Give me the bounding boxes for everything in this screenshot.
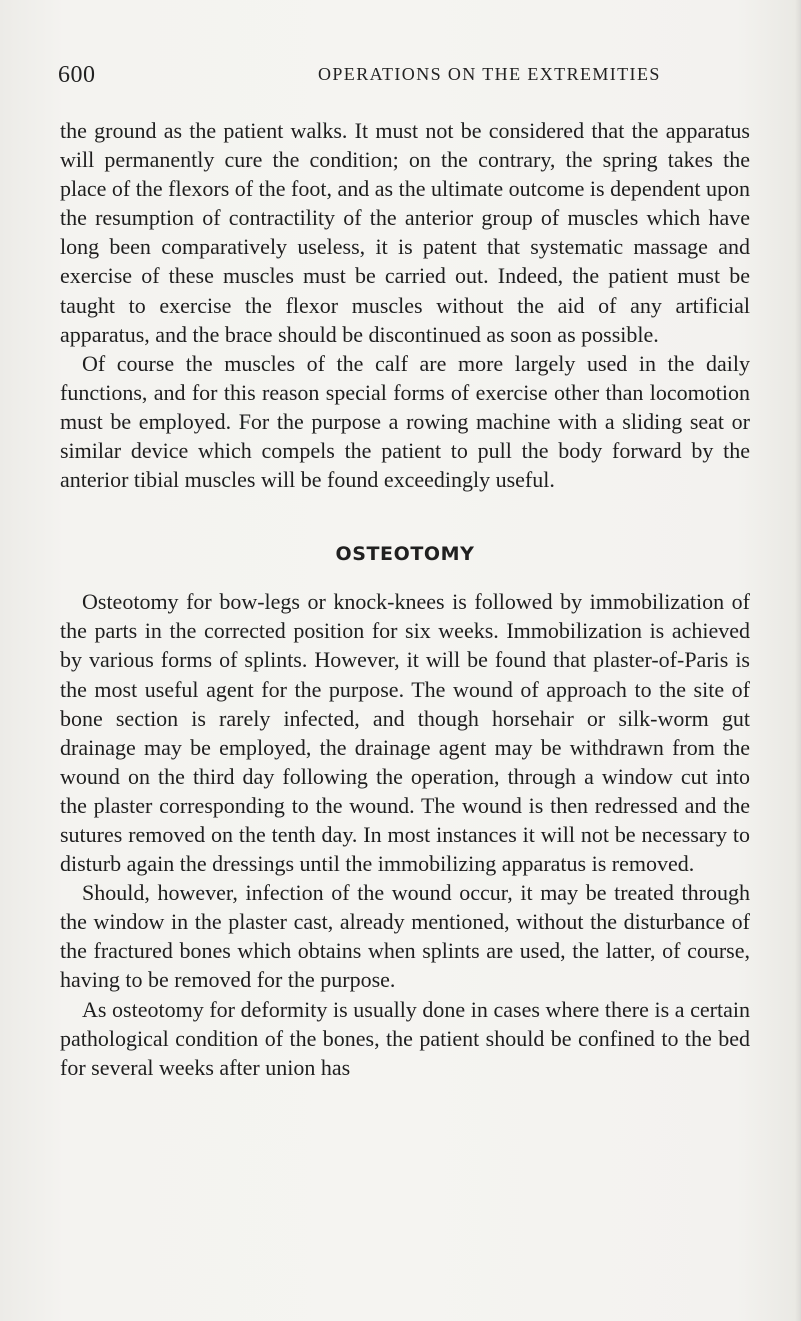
- section-heading: OSTEOTOMY: [335, 543, 475, 566]
- paragraph-infection: Should, however, infection of the wound occur, it may be treated through the window in the plaster cast, already mentioned, without the disturbance of the fractured bones which obtains when splints are used, the latter, of course, having to be removed for the purpose.: [60, 880, 750, 993]
- paragraph-osteotomy: Osteotomy for bow-legs or knock-knees is followed by immobilization of the parts in the corrected position for six weeks. Immobilization is achieved by various forms of splints. However, it will be found that plaster-of-Paris is the most useful agent for the purpose. The wound of approach to the site of bone section is rarely infected, and though horsehair or silk-worm gut drainage may be employed, the drainage agent may be withdrawn from the wound on the third day following the operation, through a window cut into the plaster corresponding to the wound. The wound is then redressed and the sutures removed on the tenth day. In most instances it will not be necessary to disturb again the dressings until the immobilizing apparatus is removed.: [60, 589, 750, 877]
- running-head: OPERATIONS ON THE EXTREMITIES: [318, 64, 661, 84]
- page-body: [60, 116, 750, 1082]
- paragraph-continued: the ground as the patient walks. It must not be considered that the apparatus will permanently cure the condition; on the contrary, the spring takes the place of the flexors of the foot, and as the ultimate outcome is dependent upon the resumption of contractility of the anterior group of muscles which have long been comparatively useless, it is patent that systematic massage and exercise of these muscles must be carried out. Indeed, the patient must be taught to exercise the flexor muscles without the aid of any artificial apparatus, and the brace should be discontinued as soon as possible.: [60, 118, 750, 347]
- paragraph-calf-muscles: Of course the muscles of the calf are more largely used in the daily functions, and for this reason special forms of exercise other than locomotion must be employed. For the purpose a rowing machine with a sliding seat or similar device which compels the patient to pull the body forward by the anterior tibial muscles will be found exceedingly useful.: [60, 350, 750, 493]
- paragraph-confinement: As osteotomy for deformity is usually done in cases where there is a certain pathological condition of the bones, the patient should be confined to the bed for several weeks after union has: [60, 996, 750, 1080]
- page-edge-shadow: [795, 0, 801, 1321]
- page-number: 600: [58, 62, 96, 88]
